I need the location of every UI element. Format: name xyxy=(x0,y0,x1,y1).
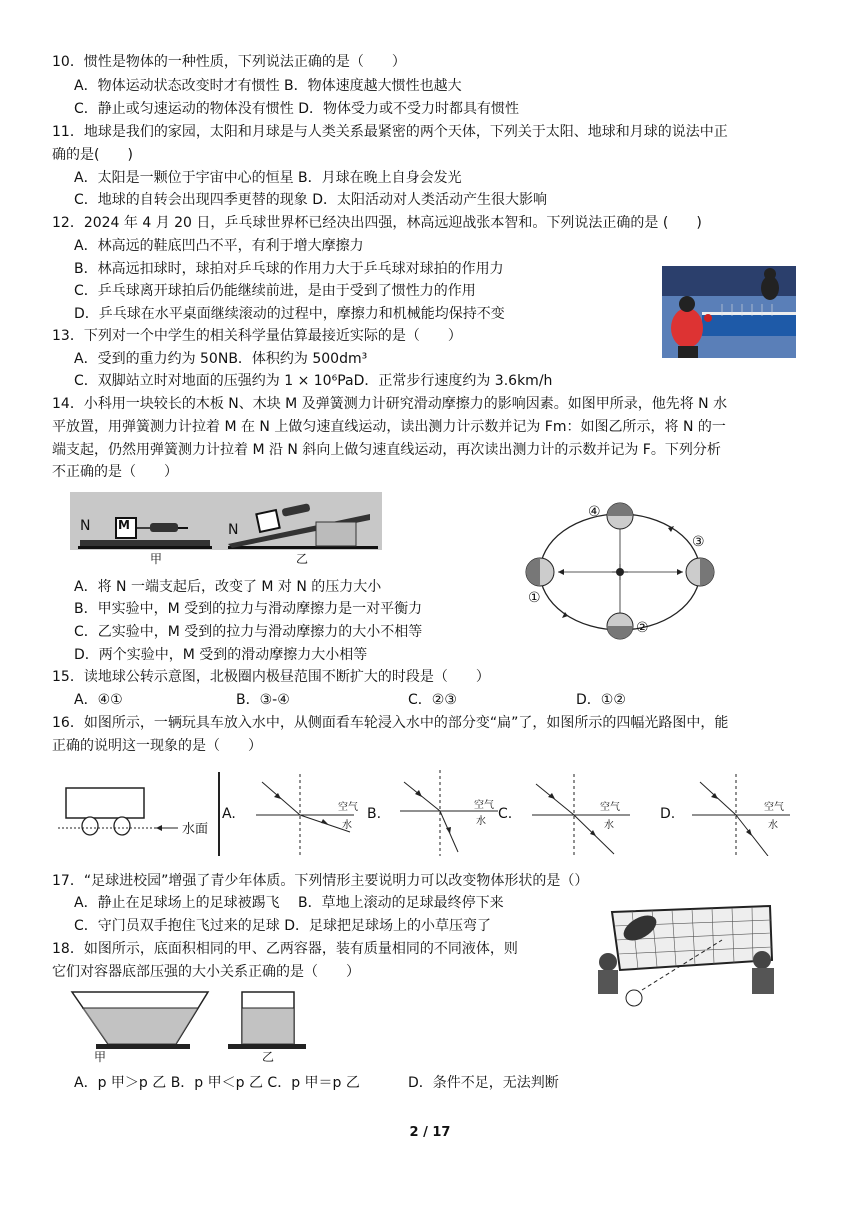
q18-option-d: D．条件不足，无法判断 xyxy=(408,1075,559,1091)
fig-label-yi: 乙 xyxy=(296,552,309,566)
q15-option-a: A．④① xyxy=(74,692,123,708)
water-label-b: 水 xyxy=(476,816,486,827)
page-number: 2 / 17 xyxy=(409,1125,451,1140)
fig-label-n-left: N xyxy=(80,518,91,534)
water-label-a: 水 xyxy=(342,820,352,831)
orbit-label-4: ④ xyxy=(588,504,601,520)
q12-option-d: D．乒乓球在水平桌面继续滚动的过程中，摩擦力和机械能均保持不变 xyxy=(74,306,505,322)
q15-stem: 15．读地球公转示意图，北极圈内极昼范围不断扩大的时段是（ ） xyxy=(52,669,490,685)
fig-label-n-right: N xyxy=(228,522,239,538)
water-label-d: 水 xyxy=(768,820,778,831)
q16-option-c: C. xyxy=(498,806,513,822)
q17-options-ab: A．静止在足球场上的足球被踢飞 B．草地上滚动的足球最终停下来 xyxy=(74,895,504,911)
q12-option-a: A．林高远的鞋底凹凸不平，有利于增大摩擦力 xyxy=(74,238,364,254)
q13-stem: 13．下列对一个中学生的相关科学量估算最接近实际的是（ ） xyxy=(52,328,462,344)
q11-stem-2: 确的是( ) xyxy=(52,147,133,163)
q16-stem-1: 16．如图所示，一辆玩具车放入水中，从侧面看车轮浸入水中的部分变“扁”了，如图所示的四幅光路图中，能 xyxy=(52,715,729,731)
q15-option-d: D．①② xyxy=(576,692,626,708)
light-path-b xyxy=(394,770,504,856)
q13-options-cd: C．双脚站立时对地面的压强约为 1 × 10⁶PaD．正常步行速度约为 3.6km/h xyxy=(74,373,553,389)
q10-stem: 10．惯性是物体的一种性质，下列说法正确的是（ ） xyxy=(52,54,406,70)
air-label-c: 空气 xyxy=(600,802,620,813)
q12-stem: 12．2024 年 4 月 20 日，乒乓球世界杯已经决出四强，林高远迎战张本智和。下列说法正确的是 ( ) xyxy=(52,215,702,231)
q10-options-cd: C．静止或匀速运动的物体没有惯性 D．物体受力或不受力时都具有惯性 xyxy=(74,101,520,117)
light-path-d xyxy=(686,774,796,856)
toy-car-figure xyxy=(58,782,218,838)
q17-options-cd: C．守门员双手抱住飞过来的足球 D．足球把足球场上的小草压弯了 xyxy=(74,918,492,934)
q14-option-d: D．两个实验中，M 受到的滑动摩擦力大小相等 xyxy=(74,647,368,663)
q14-option-c: C．乙实验中，M 受到的拉力与滑动摩擦力的大小不相等 xyxy=(74,624,423,640)
q12-option-b: B．林高远扣球时，球拍对乒乓球的作用力大于乒乓球对球拍的作用力 xyxy=(74,261,504,277)
air-label-d: 空气 xyxy=(764,802,784,813)
q10-options-ab: A．物体运动状态改变时才有惯性 B．物体速度越大惯性也越大 xyxy=(74,78,462,94)
q14-option-a: A．将 N 一端支起后，改变了 M 对 N 的压力大小 xyxy=(74,579,382,595)
q14-option-b: B．甲实验中，M 受到的拉力与滑动摩擦力是一对平衡力 xyxy=(74,601,423,617)
q16-option-a: A. xyxy=(222,806,236,822)
q18-options-abc: A．p 甲＞p 乙 B．p 甲＜p 乙 C．p 甲＝p 乙 xyxy=(74,1075,360,1091)
q11-options-ab: A．太阳是一颗位于宇宙中心的恒星 B．月球在晚上自身会发光 xyxy=(74,170,462,186)
containers-figure xyxy=(68,988,308,1062)
orbit-label-3: ③ xyxy=(692,534,705,550)
water-label-c: 水 xyxy=(604,820,614,831)
q11-options-cd: C．地球的自转会出现四季更替的现象 D．太阳活动对人类活动产生很大影响 xyxy=(74,192,548,208)
light-path-a xyxy=(250,774,360,856)
q11-stem-1: 11．地球是我们的家园，太阳和月球是与人类关系最紧密的两个天体，下列关于太阳、地球和月球的说法中正 xyxy=(52,124,728,140)
air-label-a: 空气 xyxy=(338,802,358,813)
q13-options-ab: A．受到的重力约为 50NB．体积约为 500dm³ xyxy=(74,351,368,367)
orbit-label-1: ① xyxy=(528,590,541,606)
container-label-yi: 乙 xyxy=(262,1050,275,1064)
q17-stem: 17．“足球进校园”增强了青少年体质。下列情形主要说明力可以改变物体形状的是（） xyxy=(52,873,589,889)
q18-stem-2: 它们对容器底部压强的大小关系正确的是（ ） xyxy=(52,964,360,980)
q15-option-c: C．②③ xyxy=(408,692,457,708)
fig-label-jia: 甲 xyxy=(150,552,163,566)
air-label-b: 空气 xyxy=(474,800,494,811)
light-path-c xyxy=(526,774,636,856)
q16-option-b: B. xyxy=(367,806,382,822)
friction-experiment-figure xyxy=(70,492,382,570)
orbit-label-2: ② xyxy=(636,620,649,636)
earth-orbit-diagram xyxy=(518,500,722,644)
divider xyxy=(218,772,220,856)
q18-stem-1: 18．如图所示，底面积相同的甲、乙两容器，装有质量相同的不同液体，则 xyxy=(52,941,518,957)
q15-option-b: B．③-④ xyxy=(236,692,290,708)
q14-stem-4: 不正确的是（ ） xyxy=(52,464,178,480)
water-surface-label: 水面 xyxy=(182,822,209,837)
q16-option-d: D. xyxy=(660,806,676,822)
q14-stem-3: 端支起，仍然用弹簧测力计拉着 M 沿 N 斜向上做匀速直线运动，再次读出测力计的示数并记为 F。下列分析 xyxy=(52,442,721,458)
soccer-goal-figure xyxy=(582,900,794,1010)
fig-label-m-left: M xyxy=(118,518,130,532)
q14-stem-1: 14．小科用一块较长的木板 N、木块 M 及弹簧测力计研究滑动摩擦力的影响因素。如图甲所录，他先将 N 水 xyxy=(52,396,728,412)
container-label-jia: 甲 xyxy=(94,1050,107,1064)
q16-stem-2: 正确的说明这一现象的是（ ） xyxy=(52,738,262,754)
q14-stem-2: 平放置，用弹簧测力计拉着 M 在 N 上做匀速直线运动，读出测力计示数并记为 Fm：如图乙所示，将 N 的一 xyxy=(52,419,726,435)
q12-option-c: C．乒乓球离开球拍后仍能继续前进，是由于受到了惯性力的作用 xyxy=(74,283,476,299)
table-tennis-photo xyxy=(662,266,796,358)
